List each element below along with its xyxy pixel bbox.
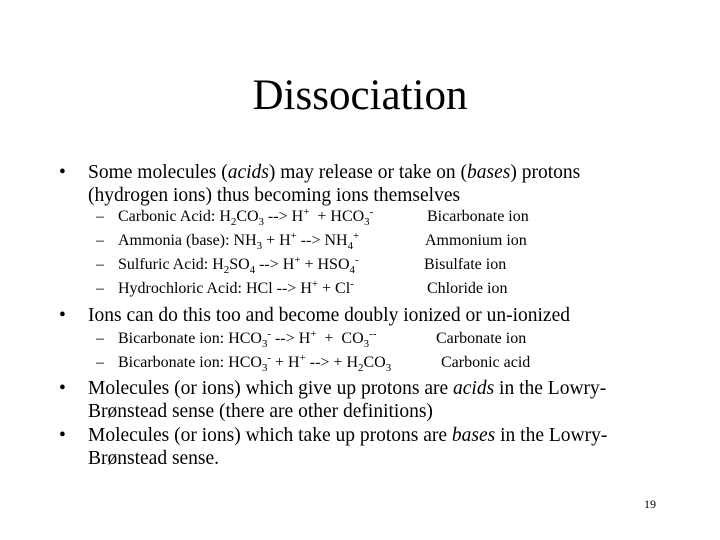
bullet-bases-definition xyxy=(59,424,679,470)
ion-name: Bisulfate ion xyxy=(424,256,507,273)
bullet-doubly-ionized xyxy=(59,304,679,327)
reaction-formula: Carbonic Acid: $H_2CO_3$ --> $H^+ + HCO_3^-$ xyxy=(118,206,374,228)
ion-name: Ammonium ion xyxy=(425,232,527,249)
ion-name: Chloride ion xyxy=(427,280,508,297)
slide: Dissociation • Some molecules (acids) may release or take on (bases) protons (hydrogen ions) thus becoming ions themselves – Carbonic Acid: $H_2CO_3$ --> $H^+ + HCO_3^-$ Bicarbonate ion – Ammonia (base): $NH_3 + H^+$ --> $NH_4^+$ Ammonium ion – Sulfuric Acid: $H_2SO_4$ --> $H^+ + HSO_4^-$ Bisulfate ion – Hydrochloric Acid: HCl --> H+ + Cl- Chloride ion • Ions can do this too and become doubly ionized or un-ionized – Bicarbonate ion: $HCO_3^-$ --> $H^+ + CO_3^{--}$ Carbonate ion – Bicarbonate ion: $HCO_3^- + H^+$ --> + $H_2CO_3$ Carbonic acid • Molecules (or ions) which give up protons are acids in the Lowry- Brønstead sense (there are other definitions) • Molecules (or ions) which take up protons are bases in the Lowry- Brønstead sense. 19 xyxy=(0,0,720,540)
slide-title: Dissociation xyxy=(252,72,468,119)
bullet-mark: • xyxy=(59,425,66,446)
reaction-formula: Sulfuric Acid: $H_2SO_4$ --> $H^+ + HSO_4^-$ xyxy=(118,254,359,276)
bullet-mark: • xyxy=(59,162,66,183)
bullet-acids-definition xyxy=(59,377,679,423)
page-number: 19 xyxy=(644,497,656,511)
bullet-acids-bases xyxy=(59,161,679,207)
bullet-text: Some molecules (acids) may release or take on (bases) protons (hydrogen ions) thus becoming ions themselves xyxy=(88,162,581,206)
bullet-text: Ions can do this too and become doubly ionized or un-ionized xyxy=(88,305,570,326)
bullet-text: Molecules (or ions) which give up protons are acids in the Lowry- Brønstead sense (there are other definitions) xyxy=(88,378,607,422)
reaction-formula: Bicarbonate ion: $HCO_3^- + H^+$ --> + $H_2CO_3$ xyxy=(118,352,392,374)
bullet-mark: • xyxy=(59,305,66,326)
bullet-mark: • xyxy=(59,378,66,399)
reaction-formula: Hydrochloric Acid: HCl --> H+ + Cl- xyxy=(118,278,354,297)
reaction-formula: Ammonia (base): $NH_3 + H^+$ --> $NH_4^+$ xyxy=(118,230,360,252)
ion-name: Carbonic acid xyxy=(441,354,531,371)
ion-name: Bicarbonate ion xyxy=(427,208,529,225)
ion-name: Carbonate ion xyxy=(436,330,527,347)
reaction-formula: Bicarbonate ion: $HCO_3^-$ --> $H^+ + CO_3^{--}$ xyxy=(118,328,377,350)
bullet-text: Molecules (or ions) which take up protons are bases in the Lowry- Brønstead sense. xyxy=(88,425,608,469)
